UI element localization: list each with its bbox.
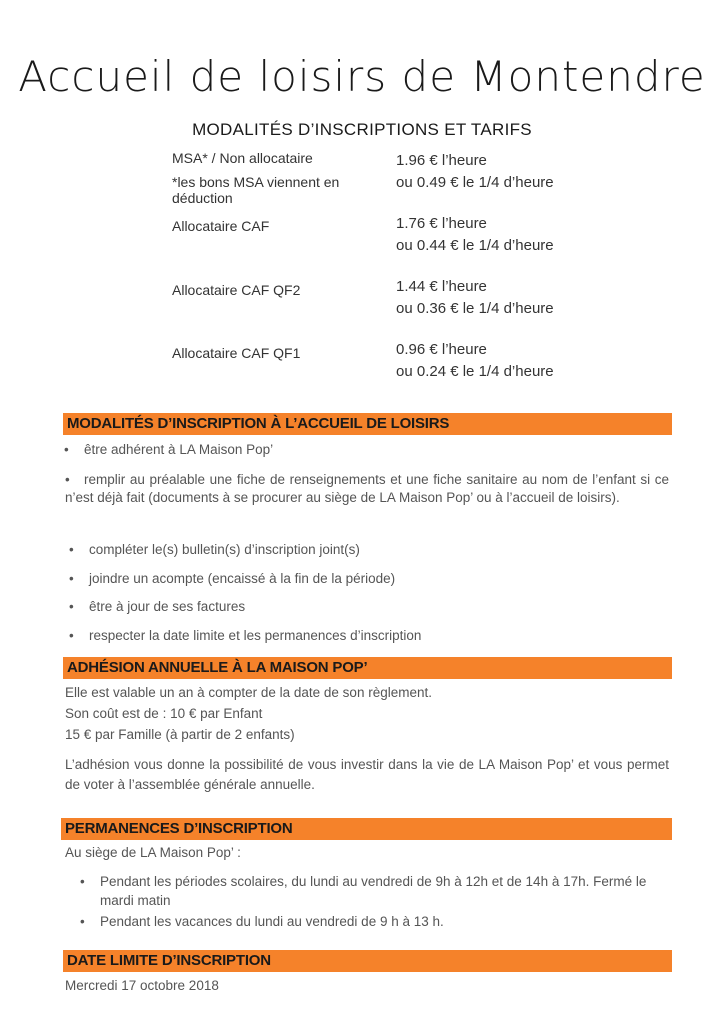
tarif-price-cell — [396, 276, 616, 320]
adhesion-line: Son coût est de : 10 € par Enfant — [65, 706, 263, 721]
list-item: • Pendant les vacances du lundi au vendredi de 9 h à 13 h. — [100, 913, 660, 931]
list-item: • respecter la date limite et les permanences d’inscription — [89, 627, 669, 645]
tarif-label: Allocataire CAF QF2 — [172, 282, 301, 298]
bullet-marker: • — [65, 472, 70, 487]
list-item: • Pendant les périodes scolaires, du lundi au vendredi de 9h à 12h et de 14h à 17h. Fermé le mardi matin — [100, 872, 660, 910]
list-item: • joindre un acompte (encaissé à la fin de la période) — [89, 570, 669, 588]
section-heading-date-limite: DATE LIMITE D’INSCRIPTION — [63, 950, 672, 972]
tarif-price-hour: 0.96 € l’heure — [396, 341, 487, 358]
tarif-price-quarter: ou 0.24 € le 1/4 d’heure — [396, 363, 554, 380]
date-limite: Mercredi 17 octobre 2018 — [65, 978, 219, 993]
tarif-price-quarter: ou 0.36 € le 1/4 d’heure — [396, 300, 554, 317]
adhesion-paragraph: L’adhésion vous donne la possibilité de vous investir dans la vie de LA Maison Pop’ et vous permet de voter à l’assemblée générale annuelle. — [65, 757, 669, 792]
tarif-price-hour: 1.44 € l’heure — [396, 278, 487, 295]
tarif-label: Allocataire CAF — [172, 218, 270, 234]
tarif-price-quarter: ou 0.44 € le 1/4 d’heure — [396, 237, 554, 254]
tarif-price-hour: 1.76 € l’heure — [396, 215, 487, 232]
tarif-label-cell — [172, 150, 372, 206]
section-heading-adhesion: ADHÉSION ANNUELLE À LA MAISON POP’ — [63, 657, 672, 679]
section-heading-inscription: MODALITÉS D’INSCRIPTION À L’ACCUEIL DE LOISIRS — [63, 413, 672, 435]
tarif-price-hour: 1.96 € l’heure — [396, 152, 487, 169]
tarif-price-cell — [396, 213, 616, 257]
tarif-price-cell — [396, 150, 616, 194]
tarif-label: Allocataire CAF QF1 — [172, 345, 301, 361]
list-item: • compléter le(s) bulletin(s) d’inscription joint(s) — [89, 541, 669, 559]
permanences-intro: Au siège de LA Maison Pop’ : — [65, 845, 241, 860]
list-item: • être à jour de ses factures — [89, 598, 669, 616]
tarif-price-cell — [396, 339, 616, 383]
page-title: Accueil de loisirs de Montendre — [18, 52, 706, 101]
section-heading-permanences: PERMANENCES D’INSCRIPTION — [61, 818, 672, 840]
tarif-price-quarter: ou 0.49 € le 1/4 d’heure — [396, 174, 554, 191]
list-item — [65, 471, 669, 507]
adhesion-line: Elle est valable un an à compter de la date de son règlement. — [65, 685, 432, 700]
list-item: • être adhérent à LA Maison Pop’ — [84, 441, 669, 459]
adhesion-line: 15 € par Famille (à partir de 2 enfants) — [65, 727, 295, 742]
tarif-note: *les bons MSA viennent en déduction — [172, 174, 340, 206]
list-item-text: remplir au préalable une fiche de renseignements et une fiche sanitaire au nom de l’enfant si ce n’est déjà fait (documents à se procurer au siège de LA Maison Pop’ ou à l’accueil de loisirs). — [65, 472, 669, 505]
tarif-label: MSA* / Non allocataire — [172, 150, 313, 166]
page-subtitle: MODALITÉS D’INSCRIPTIONS ET TARIFS — [192, 120, 532, 139]
